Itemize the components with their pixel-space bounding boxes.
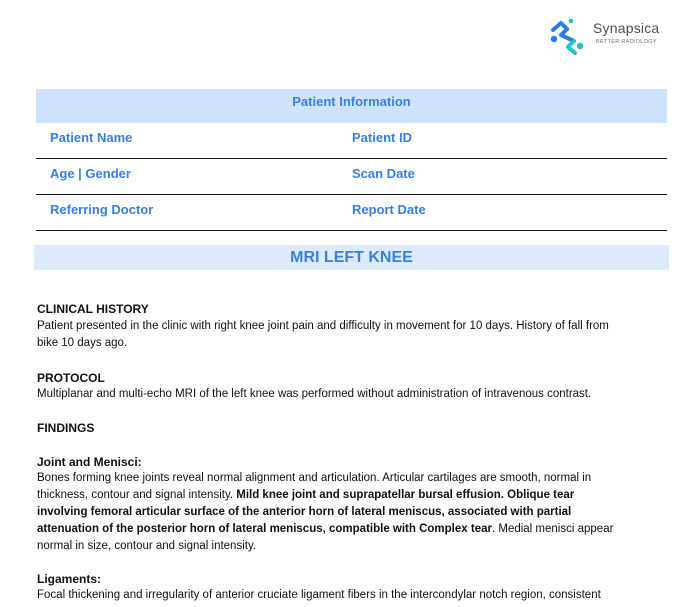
joint-menisci-line [37,504,668,521]
joint-menisci-bold-text: Mild knee joint and suprapatellar bursal effusion. Oblique tear [236,489,575,501]
clinical-history-heading: CLINICAL HISTORY [37,302,149,316]
logo-name: Synapsica [593,20,660,36]
joint-menisci-line: normal in size, contour and signal intensity. [37,540,257,552]
joint-menisci-normal-text: thickness, contour and signal intensity. [37,489,237,501]
patient-info-row [36,124,667,159]
patient-name-label: Patient Name [50,130,133,145]
scan-date-label: Scan Date [352,166,415,181]
patient-info-header: Patient Information [36,89,667,123]
protocol-text: Multiplanar and multi-echo MRI of the left knee was performed without administration of intravenous contrast. [37,388,592,400]
patient-info-row [36,196,667,231]
protocol-heading: PROTOCOL [37,371,105,385]
ligaments-text [37,587,668,604]
ligaments-line: Focal thickening and irregularity of anterior cruciate ligament fibers in the intercondylar notch region, consistent [37,589,601,601]
clinical-history-line: bike 10 days ago. [37,337,128,349]
clinical-history-text [37,318,668,352]
report-title: MRI LEFT KNEE [34,245,669,270]
logo-tagline: BETTER RADIOLOGY [596,39,657,45]
patient-info-row [36,160,667,195]
clinical-history-line: Patient presented in the clinic with right knee joint pain and difficulty in movement for 10 days. History of fall from [37,320,609,332]
joint-menisci-text [37,470,668,555]
joint-menisci-bold-text: attenuation of the posterior horn of lateral meniscus, compatible with Complex tear [37,523,492,535]
report-date-label: Report Date [352,202,426,217]
referring-doctor-label: Referring Doctor [50,202,154,217]
age-gender-label: Age | Gender [50,166,131,181]
joint-menisci-bold-text: involving femoral articular surface of the anterior horn of lateral meniscus, associated with partial [37,506,572,518]
joint-menisci-line [37,487,668,504]
findings-heading: FINDINGS [37,421,95,435]
synapsica-logo-icon [547,16,589,58]
joint-menisci-normal-text: . Medial menisci appear [491,523,614,535]
patient-id-label: Patient ID [352,130,412,145]
synapsica-logo [547,16,667,58]
joint-menisci-line [37,521,668,538]
joint-menisci-heading: Joint and Menisci: [37,455,142,469]
joint-menisci-line: Bones forming knee joints reveal normal alignment and articulation. Articular cartilages are smooth, normal in [37,472,592,484]
ligaments-heading: Ligaments: [37,572,102,586]
